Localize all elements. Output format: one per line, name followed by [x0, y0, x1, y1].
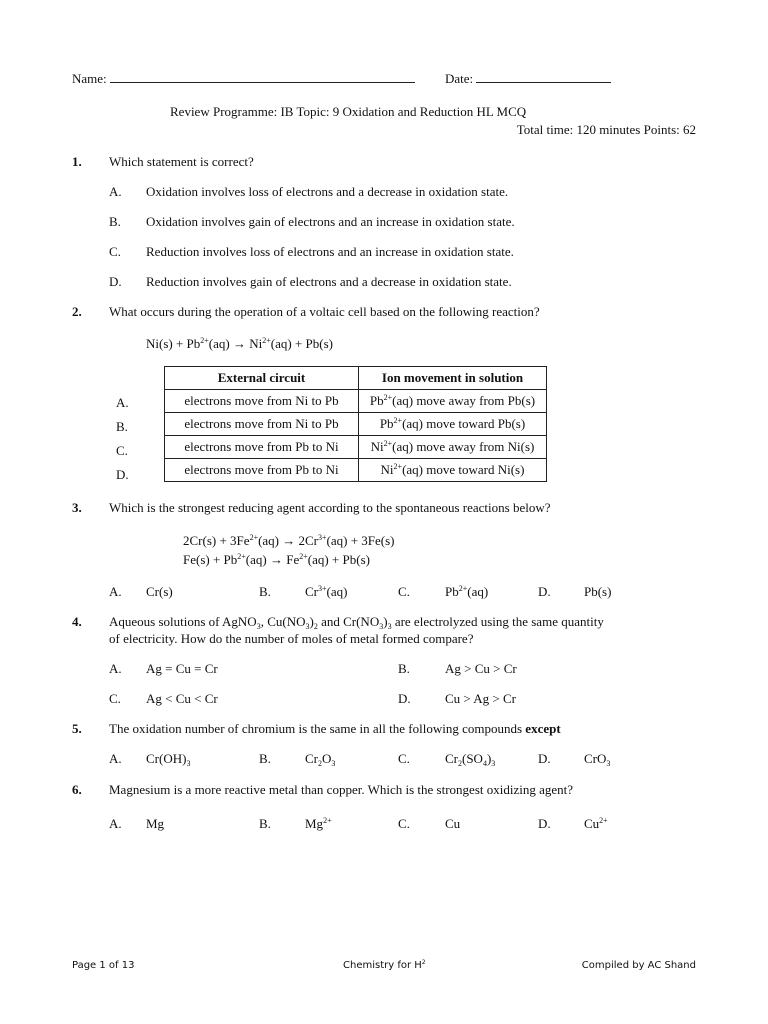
- option-text: Reduction involves loss of electrons and an increase in oxidation state.: [146, 244, 514, 259]
- row-letter: B.: [116, 419, 128, 434]
- voltaic-cell-table: [164, 366, 547, 482]
- option-letter: D.: [538, 751, 551, 766]
- option-text: Cu: [445, 816, 461, 831]
- date-field: [445, 69, 611, 87]
- footer-author: Compiled by AC Shand: [581, 960, 696, 971]
- question-number: 5.: [72, 721, 82, 736]
- option-text: CrO$_3$: [584, 751, 611, 768]
- table-cell: electrons move from Pb to Ni: [165, 459, 359, 482]
- column-header: External circuit: [165, 367, 359, 390]
- question-text: of electricity. How do the number of moles of metal formed compare?: [109, 631, 474, 646]
- option-text: Oxidation involves gain of electrons and an increase in oxidation state.: [146, 214, 515, 229]
- table-header-row: [165, 367, 547, 390]
- document-title: Review Programme: IB Topic: 9 Oxidation and Reduction HL MCQ: [170, 104, 527, 119]
- question-text: Which statement is correct?: [109, 154, 254, 169]
- question-text: Magnesium is a more reactive metal than copper. Which is the strongest oxidizing agent?: [109, 782, 574, 797]
- option-letter: D.: [538, 816, 551, 831]
- question-number: 1.: [72, 154, 82, 169]
- table-row: [165, 436, 547, 459]
- document-meta: Total time: 120 minutes Points: 62: [516, 122, 696, 137]
- question-number: 2.: [72, 304, 82, 319]
- reaction-equation: $Ni(s) + Pb^{2+}(aq) \to Ni^{2+}(aq) + Pb(s)$: [146, 336, 333, 351]
- name-label: Name:: [72, 71, 107, 86]
- option-text: $Cr^{3+}(aq)$: [305, 584, 348, 599]
- reaction-equation: $Fe(s) + Pb^{2+}(aq) \to Fe^{2+}(aq) + Pb(s)$: [183, 552, 370, 567]
- option-letter: A.: [109, 751, 122, 766]
- option-text: $Cr_2(SO_4)_3$: [445, 751, 496, 768]
- option-text: Pb(s): [584, 584, 612, 599]
- option-letter: B.: [259, 751, 271, 766]
- option-text: $Pb^{2+}(aq)$: [445, 584, 489, 599]
- option-letter: D.: [109, 274, 122, 289]
- row-letter: C.: [116, 443, 128, 458]
- table-cell: $Pb^{2+}(aq)$ move toward Pb(s): [359, 413, 547, 436]
- column-header: Ion movement in solution: [359, 367, 547, 390]
- question-text: Which is the strongest reducing agent according to the spontaneous reactions below?: [109, 500, 551, 515]
- option-text: Mg: [146, 816, 165, 831]
- option-text: Cr(s): [146, 584, 173, 599]
- option-letter: C.: [398, 584, 410, 599]
- reaction-equation: $2Cr(s) + 3Fe^{2+}(aq) \to 2Cr^{3+}(aq) + 3Fe(s)$: [183, 533, 395, 548]
- option-text: $Cr(OH)_3$: [146, 751, 191, 768]
- table-cell: electrons move from Ni to Pb: [165, 413, 359, 436]
- table-row: [165, 459, 547, 482]
- option-text: Ag < Cu < Cr: [146, 691, 218, 706]
- table-cell: $Ni^{2+}(aq)$ move toward Ni(s): [359, 459, 547, 482]
- footer-center: Chemistry for $H^2$: [343, 959, 426, 971]
- table-row: [165, 390, 547, 413]
- date-label: Date:: [445, 71, 474, 86]
- name-blank: [110, 69, 415, 83]
- table-cell: $Ni^{2+}(aq)$ move away from Ni(s): [359, 436, 547, 459]
- option-letter: A.: [109, 661, 122, 676]
- name-field: [72, 69, 415, 87]
- option-text: $Mg^{2+}$: [305, 816, 332, 831]
- option-text: Reduction involves gain of electrons and a decrease in oxidation state.: [146, 274, 512, 289]
- option-letter: C.: [398, 816, 410, 831]
- option-letter: B.: [398, 661, 410, 676]
- row-letter: D.: [116, 467, 129, 482]
- option-letter: D.: [398, 691, 411, 706]
- option-letter: B.: [259, 584, 271, 599]
- table-row: [165, 413, 547, 436]
- option-letter: A.: [109, 584, 122, 599]
- option-text: Ag > Cu > Cr: [445, 661, 517, 676]
- question-text: Aqueous solutions of AgNO$_3$, $Cu(NO_3)_2$ and $Cr(NO_3)_3$ are electrolyzed using the same quantity: [109, 614, 604, 631]
- question-text: The oxidation number of chromium is the same in all the following compounds except: [109, 721, 561, 736]
- option-text: Cu > Ag > Cr: [445, 691, 517, 706]
- option-letter: C.: [109, 244, 121, 259]
- page-number: Page 1 of 13: [72, 960, 135, 971]
- table-cell: electrons move from Pb to Ni: [165, 436, 359, 459]
- question-number: 3.: [72, 500, 82, 515]
- option-text: $Cr_2O_3$: [305, 751, 336, 768]
- option-letter: D.: [538, 584, 551, 599]
- question-number: 6.: [72, 782, 82, 797]
- table-cell: electrons move from Ni to Pb: [165, 390, 359, 413]
- option-text: $Cu^{2+}$: [584, 816, 608, 831]
- option-text: Oxidation involves loss of electrons and a decrease in oxidation state.: [146, 184, 509, 199]
- option-letter: C.: [398, 751, 410, 766]
- question-number: 4.: [72, 614, 82, 629]
- option-letter: A.: [109, 816, 122, 831]
- option-letter: C.: [109, 691, 121, 706]
- question-text: What occurs during the operation of a voltaic cell based on the following reaction?: [109, 304, 540, 319]
- date-blank: [476, 69, 611, 83]
- row-letter: A.: [116, 395, 129, 410]
- option-text: Ag = Cu = Cr: [146, 661, 218, 676]
- option-letter: A.: [109, 184, 122, 199]
- option-letter: B.: [259, 816, 271, 831]
- option-letter: B.: [109, 214, 121, 229]
- emphasis-word: except: [525, 721, 561, 736]
- table-cell: $Pb^{2+}(aq)$ move away from Pb(s): [359, 390, 547, 413]
